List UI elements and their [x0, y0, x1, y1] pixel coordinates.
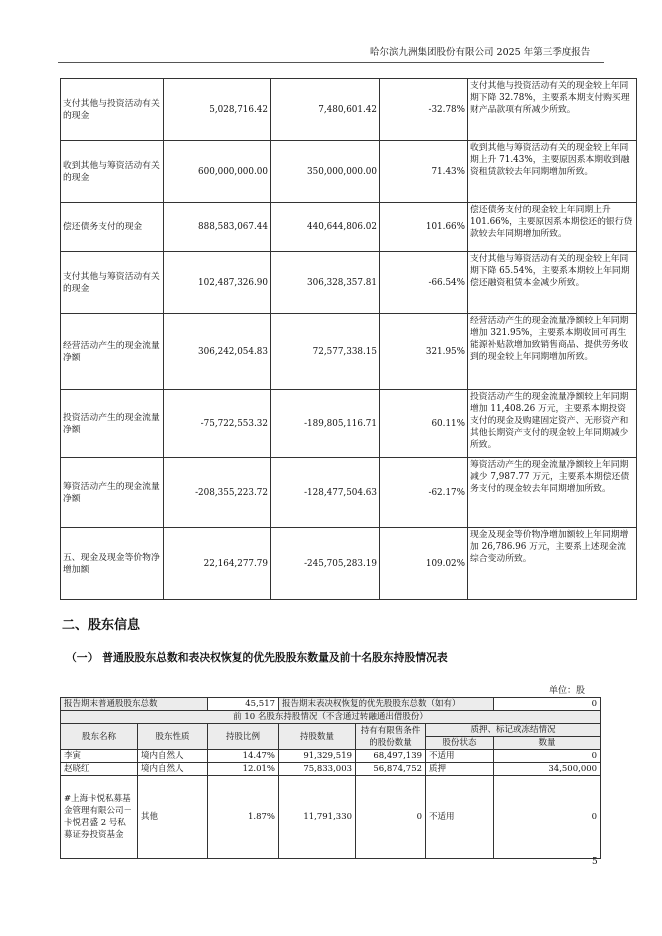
current-period-cell: 888,583,067.44 [164, 203, 271, 252]
reason-cell: 偿还债务支付的现金较上年同期上升 101.66%，主要原因系本期偿还的银行贷款较去年同期增加所致。 [468, 203, 637, 252]
col-header-restricted: 持有有限售条件的股份数量 [356, 724, 426, 750]
change-rate-cell: -66.54% [380, 252, 468, 314]
shareholder-name: 李寅 [61, 750, 138, 763]
reason-cell: 现金及现金等价物净增加额较上年同期增加 26,786.96 万元，主要系上述现金流综合变动所致。 [468, 528, 637, 600]
holding-quantity: 11,791,330 [279, 776, 356, 859]
prior-period-cell: 306,328,357.81 [271, 252, 380, 314]
header-divider [58, 62, 604, 63]
shareholder-row [61, 750, 601, 763]
pledge-status: 不适用 [426, 776, 494, 859]
item-cell: 偿还债务支付的现金 [61, 203, 164, 252]
pledge-status: 质押 [426, 763, 494, 776]
current-period-cell: 102,487,326.90 [164, 252, 271, 314]
table-row [61, 528, 637, 600]
change-rate-cell: 60.11% [380, 390, 468, 458]
col-header-quantity: 持股数量 [279, 724, 356, 750]
item-cell: 收到其他与筹资活动有关的现金 [61, 141, 164, 203]
prior-period-cell: 440,644,806.02 [271, 203, 380, 252]
pledge-status: 不适用 [426, 750, 494, 763]
reason-cell: 支付其他与投资活动有关的现金较上年同期下降 32.78%，主要系本期支付购买理财产品款项有所减少所致。 [468, 79, 637, 141]
current-period-cell: -75,722,553.32 [164, 390, 271, 458]
change-rate-cell: 321.95% [380, 314, 468, 390]
prior-period-cell: -189,805,116.71 [271, 390, 380, 458]
table-row [61, 79, 637, 141]
item-cell: 投资活动产生的现金流量净额 [61, 390, 164, 458]
col-header-pledge: 质押、标记或冻结情况 [426, 724, 601, 737]
col-header-nature: 股东性质 [138, 724, 208, 750]
shareholder-nature: 其他 [138, 776, 208, 859]
table-row [61, 252, 637, 314]
table-row [61, 458, 637, 528]
holding-quantity: 75,833,003 [279, 763, 356, 776]
cash-flow-change-table [60, 78, 637, 600]
change-rate-cell: 101.66% [380, 203, 468, 252]
col-header-ratio: 持股比例 [208, 724, 279, 750]
unit-label: 单位：股 [549, 686, 586, 696]
shareholder-row [61, 763, 601, 776]
prior-period-cell: -245,705,283.19 [271, 528, 380, 600]
prior-period-cell: 7,480,601.42 [271, 79, 380, 141]
change-rate-cell: 109.02% [380, 528, 468, 600]
prior-period-cell: -128,477,504.63 [271, 458, 380, 528]
shareholder-name: 赵晓红 [61, 763, 138, 776]
table-row [61, 203, 637, 252]
reason-cell: 支付其他与筹资活动有关的现金较上年同期下降 65.54%，主要系本期较上年同期偿还融资租赁本金减少所致。 [468, 252, 637, 314]
preferred-shareholders-label: 报告期末表决权恢复的优先股股东总数（如有） [279, 698, 494, 711]
current-period-cell: -208,355,223.72 [164, 458, 271, 528]
prior-period-cell: 350,000,000.00 [271, 141, 380, 203]
shareholder-row [61, 776, 601, 859]
pledge-count: 0 [494, 776, 601, 859]
prior-period-cell: 72,577,338.15 [271, 314, 380, 390]
shareholder-name: #上海卡悦私募基金管理有限公司－卡悦君盛 2 号私募证券投资基金 [61, 776, 138, 859]
current-period-cell: 22,164,277.79 [164, 528, 271, 600]
total-shareholders-label: 报告期末普通股股东总数 [61, 698, 208, 711]
holding-ratio: 12.01% [208, 763, 279, 776]
table-row [61, 390, 637, 458]
restricted-shares: 68,497,139 [356, 750, 426, 763]
reason-cell: 收到其他与筹资活动有关的现金较上年同期上升 71.43%，主要原因系本期收到融资租赁款较去年同期增加所致。 [468, 141, 637, 203]
current-period-cell: 600,000,000.00 [164, 141, 271, 203]
col-header-name: 股东名称 [61, 724, 138, 750]
reason-cell: 筹资活动产生的现金流量净额较上年同期减少 7,987.77 万元，主要系本期偿还债务支付的现金较去年同期增加所致。 [468, 458, 637, 528]
preferred-shareholders-value: 0 [494, 698, 601, 711]
top10-title: 前 10 名股东持股情况（不含通过转融通出借股份） [61, 711, 601, 724]
shareholder-table [60, 697, 601, 859]
pledge-count: 0 [494, 750, 601, 763]
change-rate-cell: -62.17% [380, 458, 468, 528]
pledge-count: 34,500,000 [494, 763, 601, 776]
current-period-cell: 5,028,716.42 [164, 79, 271, 141]
page-number: 5 [592, 857, 598, 867]
total-shareholders-value: 45,517 [208, 698, 279, 711]
item-cell: 经营活动产生的现金流量净额 [61, 314, 164, 390]
restricted-shares: 0 [356, 776, 426, 859]
item-cell: 筹资活动产生的现金流量净额 [61, 458, 164, 528]
current-period-cell: 306,242,054.83 [164, 314, 271, 390]
holding-quantity: 91,329,519 [279, 750, 356, 763]
subsection-title: （一） 普通股股东总数和表决权恢复的优先股股东数量及前十名股东持股情况表 [66, 651, 448, 664]
item-cell: 五、现金及现金等价物净增加额 [61, 528, 164, 600]
change-rate-cell: -32.78% [380, 79, 468, 141]
holding-ratio: 14.47% [208, 750, 279, 763]
item-cell: 支付其他与投资活动有关的现金 [61, 79, 164, 141]
reason-cell: 投资活动产生的现金流量净额较上年同期增加 11,408.26 万元，主要系本期投资支付的现金及购建固定资产、无形资产和其他长期资产支付的现金较上年同期减少所致。 [468, 390, 637, 458]
holding-ratio: 1.87% [208, 776, 279, 859]
restricted-shares: 56,874,752 [356, 763, 426, 776]
item-cell: 支付其他与筹资活动有关的现金 [61, 252, 164, 314]
col-header-status: 股份状态 [426, 737, 494, 750]
change-rate-cell: 71.43% [380, 141, 468, 203]
shareholder-nature: 境内自然人 [138, 750, 208, 763]
col-header-count: 数量 [494, 737, 601, 750]
table-row [61, 314, 637, 390]
section-title: 二、股东信息 [62, 618, 141, 633]
reason-cell: 经营活动产生的现金流量净额较上年同期增加 321.95%，主要系本期收回可再生能源补贴款增加致销售商品、提供劳务收到的现金较上年同期增加所致。 [468, 314, 637, 390]
shareholder-nature: 境内自然人 [138, 763, 208, 776]
report-header: 哈尔滨九洲集团股份有限公司 2025 年第三季度报告 [370, 47, 591, 58]
table-row [61, 141, 637, 203]
